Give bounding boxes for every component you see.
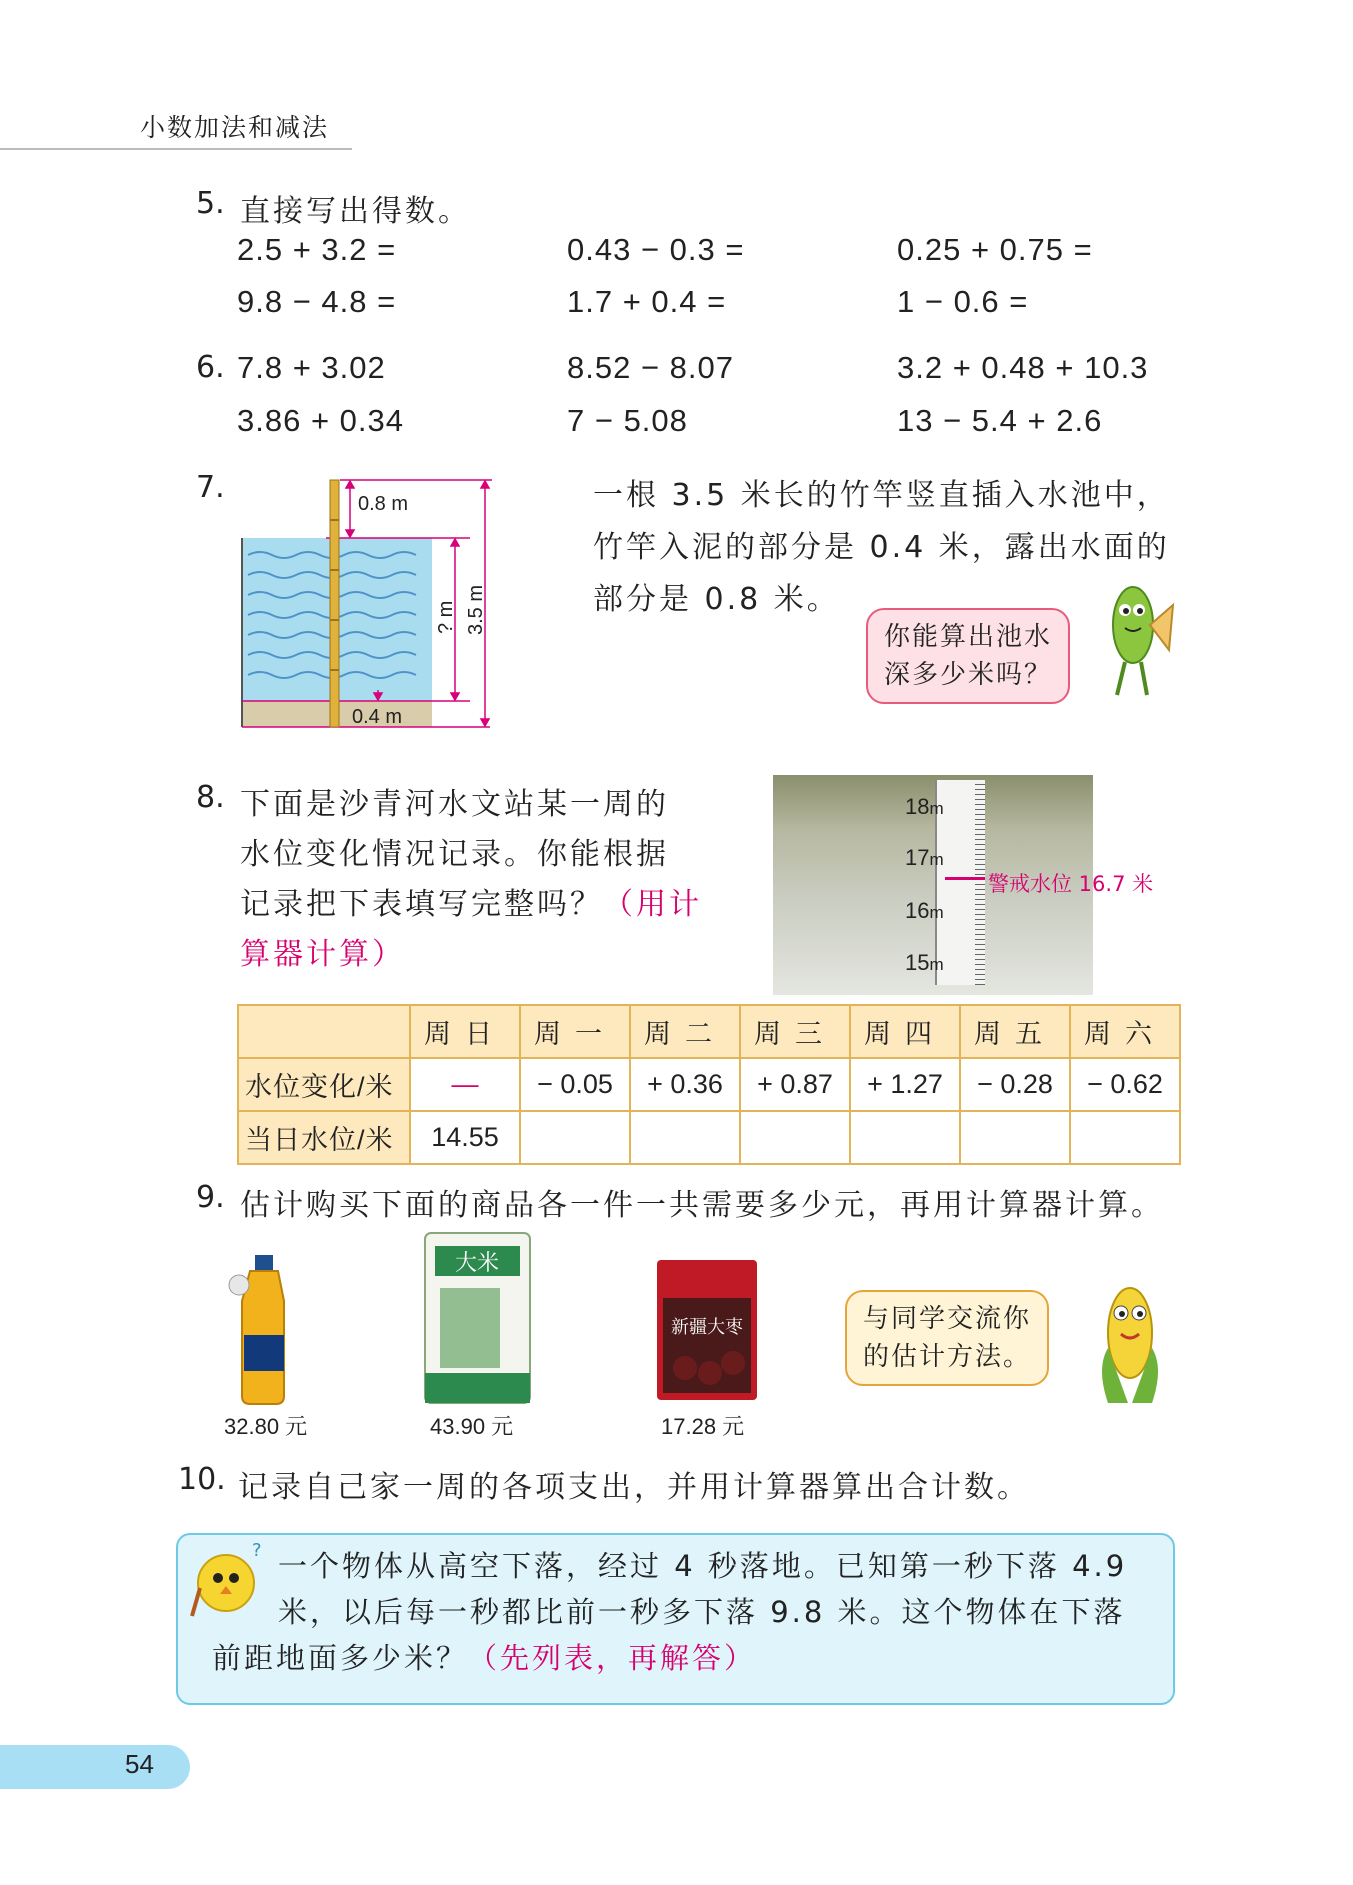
- q8-line-2: 水位变化情况记录。你能根据: [240, 837, 669, 872]
- gauge-mark-15: 15m: [905, 950, 944, 975]
- table-header-row: [238, 1005, 1180, 1058]
- q8-line-1: 下面是沙青河水文站某一周的: [240, 787, 669, 822]
- q5-number: 5.: [196, 186, 225, 221]
- q9-title: 估计购买下面的商品各一件一共需要多少元，再用计算器计算。: [240, 1188, 1164, 1223]
- q5-expr-2: 0.43 − 0.3 =: [567, 232, 745, 267]
- q8-text: [240, 780, 702, 980]
- q6-number: 6.: [196, 350, 225, 385]
- header-divider: [0, 148, 352, 150]
- table-header-cell: 周日: [410, 1005, 520, 1058]
- table-cell: − 0.62: [1070, 1058, 1180, 1111]
- challenge-hint: （先列表，再解答）: [468, 1641, 757, 1675]
- q7-speech-bubble: [866, 608, 1070, 704]
- bubble-line-1: 你能算出池水: [884, 622, 1053, 652]
- chapter-title: 小数加法和减法: [140, 113, 330, 142]
- table-cell: + 0.87: [740, 1058, 850, 1111]
- table-header-cell: 周四: [850, 1005, 960, 1058]
- label-above-water: 0.8 m: [358, 493, 409, 515]
- row-label-change: 水位变化/米: [238, 1058, 410, 1111]
- warning-level-label: 警戒水位 16.7 米: [988, 872, 1154, 896]
- table-row-change: [238, 1058, 1180, 1111]
- corn-mascot-icon: [1085, 1268, 1175, 1408]
- q7-line-3: 部分是 0.8 米。: [593, 582, 840, 617]
- table-header-cell: 周五: [960, 1005, 1070, 1058]
- gauge-ticks: [975, 780, 985, 985]
- q7-number: 7.: [196, 470, 225, 505]
- bubble-line-1: 与同学交流你: [863, 1304, 1032, 1334]
- q7-line-2: 竹竿入泥的部分是 0.4 米，露出水面的: [593, 530, 1170, 565]
- q10-title: 记录自己家一周的各项支出，并用计算器算出合计数。: [238, 1470, 1030, 1505]
- gauge-mark-18: 18m: [905, 794, 944, 819]
- table-cell: + 0.36: [630, 1058, 740, 1111]
- q5-expr-1: 2.5 + 3.2 =: [237, 232, 397, 267]
- q5-expr-4: 9.8 − 4.8 =: [237, 284, 397, 319]
- table-cell-blank[interactable]: [850, 1111, 960, 1164]
- bubble-line-2: 的估计方法。: [863, 1342, 1032, 1372]
- challenge-line-2: 米，以后每一秒都比前一秒多下落 9.8 米。这个物体在下落: [278, 1595, 1126, 1629]
- page-number-bar: [0, 1745, 190, 1789]
- table-header-cell: 周一: [520, 1005, 630, 1058]
- svg-text:?: ?: [252, 1540, 262, 1561]
- oil-bottle-icon: [225, 1255, 305, 1405]
- rice-bag-icon: [420, 1228, 535, 1408]
- challenge-line-3: [212, 1635, 756, 1681]
- gauge-mark-17: 17m: [905, 845, 944, 870]
- q5-expr-5: 1.7 + 0.4 =: [567, 284, 727, 319]
- q5-title: 直接写出得数。: [240, 194, 471, 229]
- q5-expr-3: 0.25 + 0.75 =: [897, 232, 1093, 267]
- q8-calc-hint-a: （用计: [603, 887, 702, 922]
- table-cell-blank[interactable]: [520, 1111, 630, 1164]
- table-header-cell: 周三: [740, 1005, 850, 1058]
- table-header-cell: 周二: [630, 1005, 740, 1058]
- label-total-length: 3.5 m: [465, 584, 487, 635]
- q6-expr-5: 7 − 5.08: [567, 403, 688, 438]
- page-number: 54: [125, 1749, 154, 1779]
- table-cell: − 0.28: [960, 1058, 1070, 1111]
- warning-line: [945, 877, 985, 880]
- pond-diagram: [230, 470, 510, 735]
- table-row-level: [238, 1111, 1180, 1164]
- table-cell: − 0.05: [520, 1058, 630, 1111]
- q7-text: [593, 470, 1170, 626]
- oil-price: 32.80 元: [224, 1414, 308, 1439]
- gauge-mark-16: 16m: [905, 898, 944, 923]
- dates-label: 新疆大枣: [671, 1317, 743, 1338]
- q8-line-3: 记录把下表填写完整吗？: [240, 887, 603, 922]
- rice-label: 大米: [454, 1251, 500, 1276]
- water-level-table: [237, 1004, 1181, 1165]
- rice-price: 43.90 元: [430, 1414, 514, 1439]
- table-cell-blank[interactable]: [740, 1111, 850, 1164]
- challenge-line-1: 一个物体从高空下落，经过 4 秒落地。已知第一秒下落 4.9: [278, 1549, 1128, 1583]
- bubble-line-2: 深多少米吗？: [884, 660, 1053, 690]
- challenge-line-3-text: 前距地面多少米？: [212, 1641, 469, 1675]
- q6-expr-1: 7.8 + 3.02: [237, 350, 386, 385]
- q6-expr-3: 3.2 + 0.48 + 10.3: [897, 350, 1149, 385]
- table-corner: [238, 1005, 410, 1058]
- q6-expr-6: 13 − 5.4 + 2.6: [897, 403, 1103, 438]
- q5-expr-6: 1 − 0.6 =: [897, 284, 1029, 319]
- q6-expr-2: 8.52 − 8.07: [567, 350, 734, 385]
- dates-bag-icon: [655, 1258, 760, 1403]
- chick-mascot-icon: [186, 1538, 266, 1618]
- q8-number: 8.: [196, 780, 225, 815]
- cucumber-mascot-icon: [1095, 570, 1175, 705]
- table-cell: 14.55: [410, 1111, 520, 1164]
- table-cell-blank[interactable]: [960, 1111, 1070, 1164]
- bamboo-pole: [330, 480, 339, 727]
- label-water-depth: ? m: [435, 600, 457, 634]
- label-in-mud: 0.4 m: [352, 706, 403, 728]
- table-cell: + 1.27: [850, 1058, 960, 1111]
- q9-speech-bubble: [845, 1290, 1049, 1386]
- table-cell: —: [410, 1058, 520, 1111]
- q10-number: 10.: [178, 1462, 226, 1497]
- q8-calc-hint-b: 算器计算）: [240, 937, 405, 972]
- table-cell-blank[interactable]: [1070, 1111, 1180, 1164]
- table-cell-blank[interactable]: [630, 1111, 740, 1164]
- q9-number: 9.: [196, 1180, 225, 1215]
- table-header-cell: 周六: [1070, 1005, 1180, 1058]
- q7-line-1: 一根 3.5 米长的竹竿竖直插入水池中，: [593, 478, 1170, 513]
- q6-expr-4: 3.86 + 0.34: [237, 403, 404, 438]
- row-label-level: 当日水位/米: [238, 1111, 410, 1164]
- dates-price: 17.28 元: [661, 1414, 745, 1439]
